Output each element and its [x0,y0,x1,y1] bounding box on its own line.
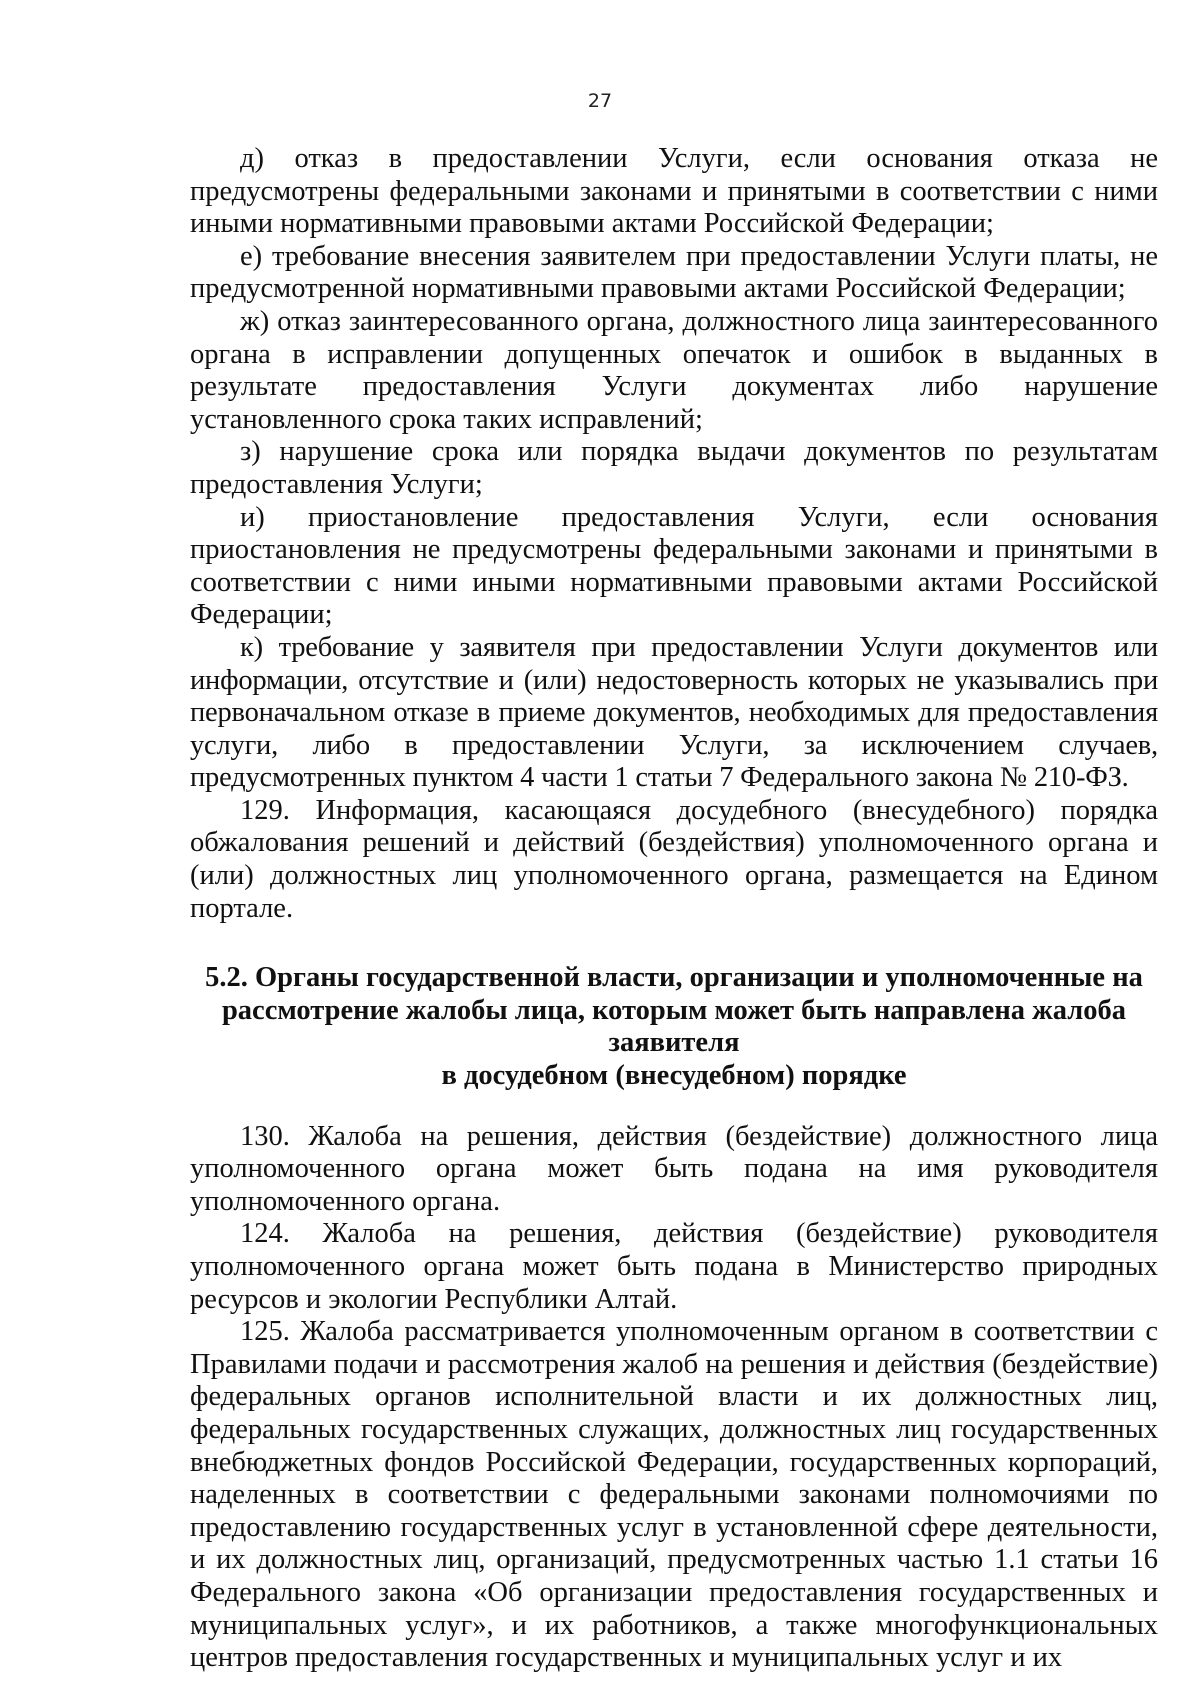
paragraph-124: 124. Жалоба на решения, действия (бездействие) руководителя уполномоченного органа может быть подана в Министерство природных ресурсов и экологии Республики Алтай. [190,1218,1158,1315]
section-heading-line-1: 5.2. Органы государственной власти, организации и уполномоченные на [205,962,1143,994]
section-heading [190,962,1158,1092]
paragraph-130: 130. Жалоба на решения, действия (бездействие) должностного лица уполномоченного органа может быть подана на имя руководителя уполномоченного органа. [190,1120,1158,1217]
section-heading-line-3: в досудебном (внесудебном) порядке [441,1060,907,1092]
paragraph-d: д) отказ в предоставлении Услуги, если основания отказа не предусмотрены федеральными законами и принятыми в соответствии с ними иными нормативными правовыми актами Российской Федерации; [190,143,1158,240]
paragraph-k: к) требование у заявителя при предоставлении Услуги документов или информации, отсутствие и (или) недостоверность которых не указывались при первоначальном отказе в приеме документов, необходимых для предоставления услуги, либо в предоставлении Услуги, за исключением случаев, предусмотренных пунктом 4 части 1 статьи 7 Федерального закона № 210-ФЗ. [190,631,1158,794]
paragraph-i: и) приостановление предоставления Услуги, если основания приостановления не предусмотрены федеральными законами и принятыми в соответствии с ними иными нормативными правовыми актами Российской Федерации; [190,501,1158,631]
paragraph-129: 129. Информация, касающаяся досудебного (внесудебного) порядка обжалования решений и действий (бездействия) уполномоченного органа и (или) должностных лиц уполномоченного органа, размещается на Едином портале. [190,794,1158,924]
paragraph-e: е) требование внесения заявителем при предоставлении Услуги платы, не предусмотренной нормативными правовыми актами Российской Федерации; [190,240,1158,305]
page-number: 27 [587,90,613,112]
paragraph-125: 125. Жалоба рассматривается уполномоченным органом в соответствии с Правилами подачи и рассмотрения жалоб на решения и действия (бездействие) федеральных органов исполнительной власти и их должностных лиц, федеральных государственных служащих, должностных лиц государственных внебюджетных фондов Российской Федерации, государственных корпораций, наделенных в соответствии с федеральными законами полномочиями по предоставлению государственных услуг в установленной сфере деятельности, и их должностных лиц, организаций, предусмотренных частью 1.1 статьи 16 Федерального закона «Об организации предоставления государственных и муниципальных услуг», и их работников, а также многофункциональных центров предоставления государственных и муниципальных услуг и их [190,1316,1158,1674]
document-body [190,143,1158,1675]
paragraph-zh: ж) отказ заинтересованного органа, должностного лица заинтересованного органа в исправлении допущенных опечаток и ошибок в выданных в результате предоставления Услуги документах либо нарушение установленного срока таких исправлений; [190,305,1158,435]
section-heading-line-2: рассмотрение жалобы лица, которым может быть направлена жалоба заявителя [221,994,1127,1059]
paragraph-z: з) нарушение срока или порядка выдачи документов по результатам предоставления Услуги; [190,436,1158,500]
